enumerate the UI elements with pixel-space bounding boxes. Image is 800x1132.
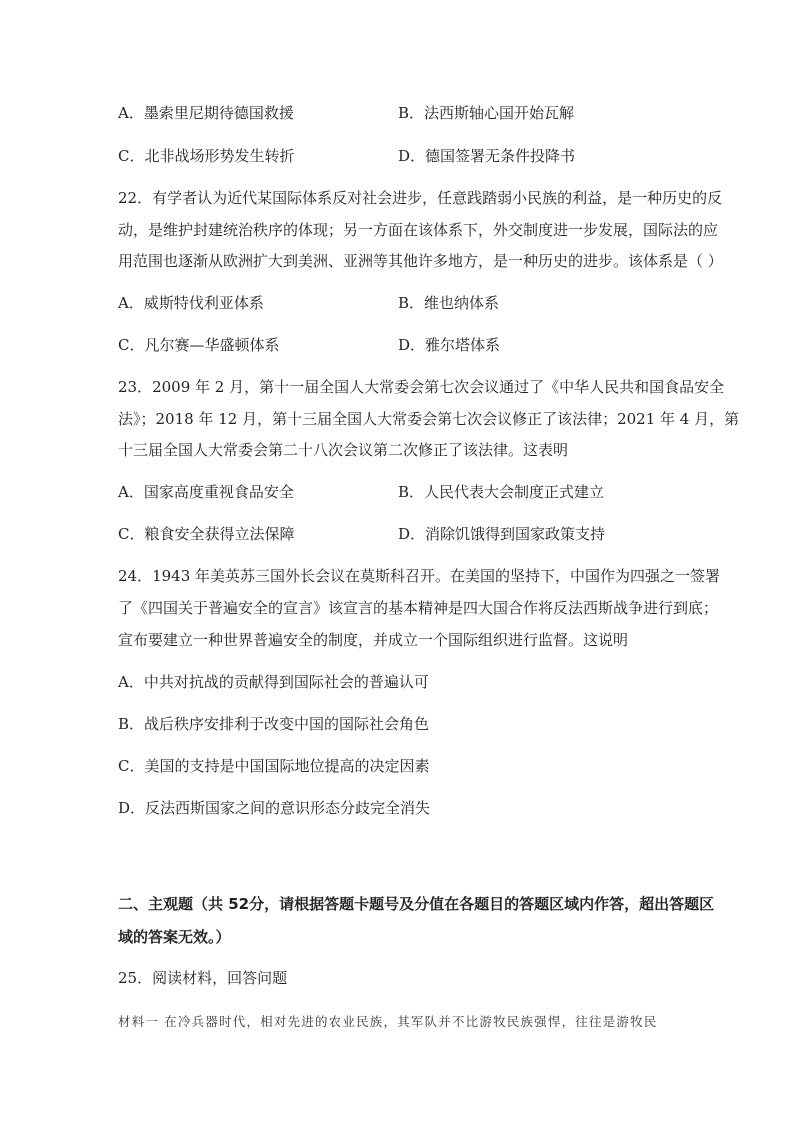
q22-option-d: D．雅尔塔体系 — [398, 336, 501, 354]
q23-stem-line-1: 23．2009 年 2 月，第十一届全国人大常委会第七次会议通过了《中华人民共和国食品安全 — [118, 378, 725, 396]
q24-stem-line-1: 24．1943 年美英苏三国外长会议在莫斯科召开。在美国的坚持下，中国作为四强之一签署 — [118, 567, 721, 585]
q23-stem-line-3: 十三届全国人大常委会第二十八次会议第二次修正了该法律。这表明 — [118, 441, 569, 459]
q22-stem-line-3: 用范围也逐渐从欧洲扩大到美洲、亚洲等其他许多地方，是一种历史的进步。该体系是（ ） — [118, 252, 723, 270]
q23-option-d: D．消除饥饿得到国家政策支持 — [398, 525, 606, 543]
q21-option-b: B．法西斯轴心国开始瓦解 — [398, 104, 575, 122]
q24-option-b: B．战后秩序安排利于改变中国的国际社会角色 — [118, 715, 430, 733]
q21-option-c: C．北非战场形势发生转折 — [118, 147, 295, 165]
q22-option-b: B．维也纳体系 — [398, 294, 500, 312]
q23-option-b: B．人民代表大会制度正式建立 — [398, 483, 605, 501]
q23-option-a: A．国家高度重视食品安全 — [118, 483, 294, 501]
q22-stem-line-1: 22．有学者认为近代某国际体系反对社会进步，任意践踏弱小民族的利益，是一种历史的反 — [118, 189, 723, 207]
q23-stem-line-2: 法》；2018 年 12 月，第十三届全国人大常委会第七次会议修正了该法律；2021 年 4 月，第 — [118, 410, 740, 428]
q25-material-1: 材料一 在冷兵器时代，相对先进的农业民族，其军队并不比游牧民族强悍，往往是游牧民 — [118, 1014, 658, 1029]
q25-stem: 25．阅读材料，回答问题 — [118, 969, 288, 987]
q21-option-d: D．德国签署无条件投降书 — [398, 147, 576, 165]
q24-stem-line-3: 宣布要建立一种世界普遍安全的制度，并成立一个国际组织进行监督。这说明 — [118, 631, 629, 649]
q24-stem-line-2: 了《四国关于普遍安全的宣言》该宣言的基本精神是四大国合作将反法西斯战争进行到底； — [118, 599, 719, 617]
q24-option-a: A．中共对抗战的贡献得到国际社会的普遍认可 — [118, 673, 429, 691]
q24-option-d: D．反法西斯国家之间的意识形态分歧完全消失 — [118, 799, 431, 817]
q21-option-a: A．墨索里尼期待德国救援 — [118, 104, 294, 122]
q22-option-a: A．威斯特伐利亚体系 — [118, 294, 264, 312]
q24-option-c: C．美国的支持是中国国际地位提高的决定因素 — [118, 757, 430, 775]
q22-stem-line-2: 动，是维护封建统治秩序的体现；另一方面在该体系下，外交制度进一步发展，国际法的应 — [118, 221, 719, 239]
section2-heading-line-2: 域的答案无效。） — [118, 928, 231, 946]
section2-heading-line-1: 二、主观题（共 52分，请根据答题卡题号及分值在各题目的答题区域内作答，超出答题区 — [118, 895, 715, 913]
q23-option-c: C．粮食安全获得立法保障 — [118, 525, 295, 543]
q22-option-c: C．凡尔赛—华盛顿体系 — [118, 336, 280, 354]
